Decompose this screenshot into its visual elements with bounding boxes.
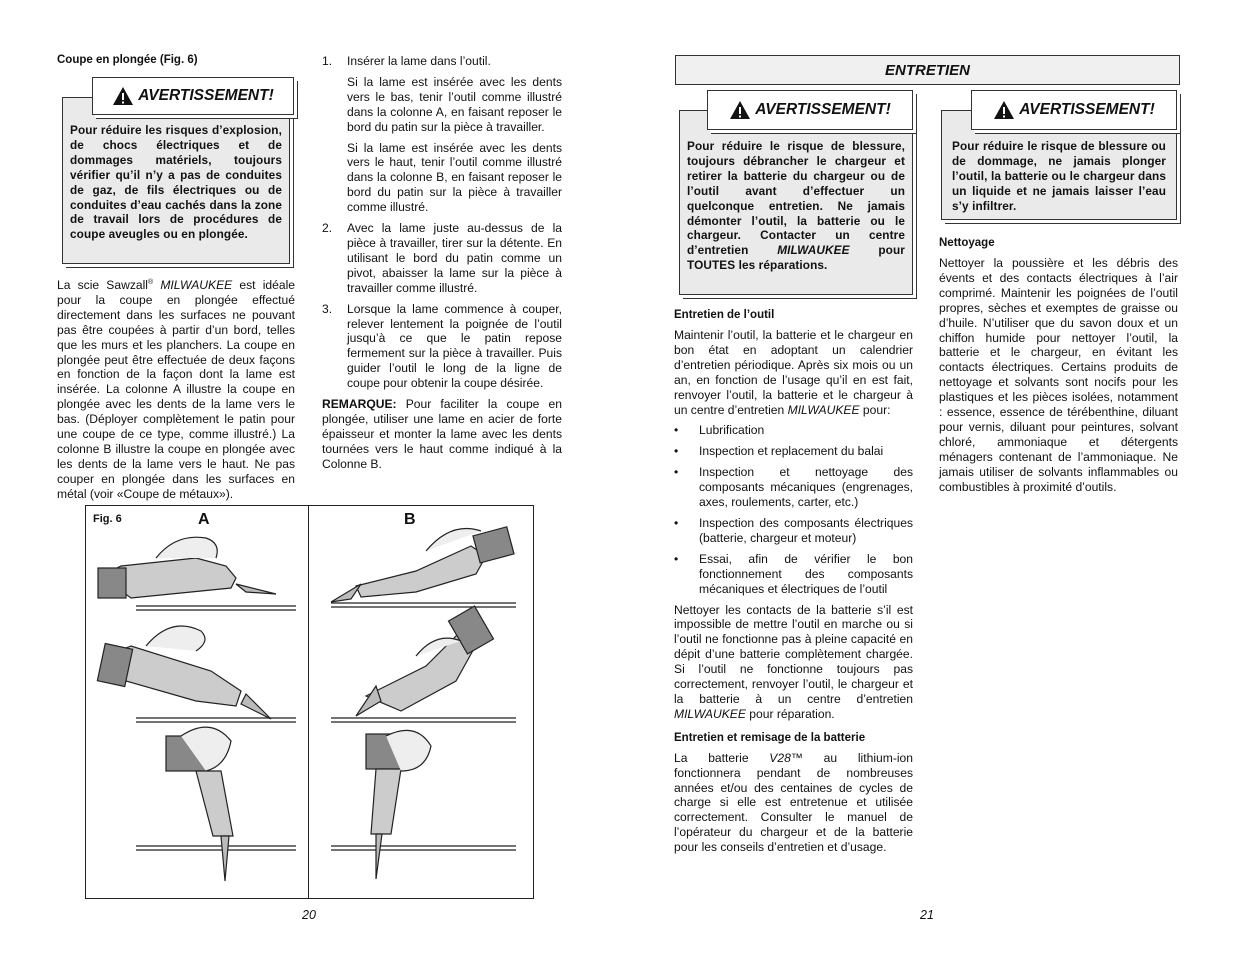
warning-triangle-icon	[993, 100, 1015, 120]
warning-liquids	[939, 90, 1179, 223]
warning-plunge	[58, 77, 294, 267]
battery-maintenance-title: Entretien et remisage de la batterie	[674, 731, 866, 744]
cleaning-title: Nettoyage	[939, 237, 995, 249]
entretien-banner: ENTRETIEN	[675, 55, 1180, 85]
step-item: 3. Lorsque la lame commence à couper, relever lentement la poignée de l’outil jusqu’à ce que le patin repose fermement sur la pièce à travailler. Puis guider l’outil le long de la ligne de coupe pour obtenir la coupe désirée.	[322, 301, 562, 391]
steps-list	[322, 54, 562, 472]
step-item: Si la lame est insérée avec les dents vers le haut, tenir l’outil comme illustré dans la colonne B, en faisant reposer le bord du patin sur la pièce à travailler comme illustré.	[347, 140, 562, 215]
plunge-cut-illustration	[86, 506, 533, 898]
warning-triangle-icon	[729, 100, 751, 120]
cleaning-column	[939, 237, 1178, 495]
warning-text: Pour réduire les risques d’explosion, de chocs électriques et de dommages matériels, toujours vérifier qu’il n’y a pas de conduites de gaz, de fils électriques ou de conduites d’eau cachés dans la zone de travail lors de procédures de coupe aveugles ou en plongée.	[70, 123, 282, 242]
remark-paragraph: REMARQUE: Pour faciliter la coupe en plongée, utiliser une lame en acier de forte épaisseur et monter la lame avec les dents tournées vers le haut comme indiqué à la Colonne B.	[322, 397, 562, 471]
warning-title: AVERTISSEMENT!	[92, 77, 294, 115]
cleaning-paragraph: Nettoyer la poussière et les débris des évents et des contacts électriques à l’air comprimé. Maintenir les poignées de l’outil propres, sèches et exemptes de graisse ou d’huile. N’utiliser que du savon doux et un chiffon humide pour nettoyer l’outil, la batterie et le chargeur, en évitant les contacts électriques. Certains produits de nettoyage et solvants sont nocifs pour les plastiques et les pièces isolées, notamment : essence, essence de térébenthine, diluant pour vernis, diluant pour peintures, solvant chloré, ammoniaque et détergents ménagers contenant de l’ammoniaque. Ne jamais utiliser de solvants inflammables ou combustibles à proximité d’outils.	[939, 256, 1178, 494]
battery-maintenance-paragraph: La batterie V28™ au lithium-ion fonctionnera pendant de nombreuses années et/ou des centaines de cycles de charge si elle est entretenue et utilisée correctement. Consulter le manuel de l’opérateur du chargeur et de la batterie pour les conseils d’entretien et d’usage.	[674, 750, 913, 855]
column-b-label: B	[404, 511, 416, 528]
warning-text: Pour réduire le risque de blessure ou de dommage, ne jamais plonger l’outil, la batterie ou le chargeur dans un liquide et ne jamais laisser l’eau s’y infiltrer.	[952, 139, 1166, 213]
maintenance-column	[674, 309, 913, 855]
tool-maintenance-title: Entretien de l’outil	[674, 309, 775, 321]
column-a-label: A	[198, 511, 210, 528]
battery-contacts-paragraph: Nettoyer les contacts de la batterie s’il est impossible de mettre l’outil en marche ou si l’outil ne fonctionne pas à pleine capacité en dépit d’une batterie complètement chargée. Si l’outil ne fonctionne toujours pas correctement, renvoyer l’outil, le chargeur et la batterie à un centre d’entretien MILWAUKEE pour réparation.	[674, 602, 913, 721]
sawzall-paragraph: La scie Sawzall® MILWAUKEE est idéale pour la coupe en plongée effectué directement dans les surfaces ne pouvant pas être coupées à partir d’un bord, telles que les murs et les planchers. La coupe en plongée peut être effectuée de deux façons en fonction de la façon dont la lame est insérée. La colonne A illustre la coupe en plongée avec les dents de la lame vers le bas. (Déployer complètement le patin pour une coupe de ce type, comme illustré.) La colonne B illustre la coupe en plongée avec les dents de la lame vers le haut. Ne pas couper en plongée dans les surfaces en métal (voir «Coupe de métaux»).	[57, 278, 295, 501]
warning-maintenance	[675, 90, 915, 298]
step-item: Si la lame est insérée avec les dents vers le bas, tenir l’outil comme illustré dans la colonne A, en faisant reposer le bord du patin sur la pièce à travailler.	[347, 74, 562, 134]
warning-text: Pour réduire le risque de blessure, toujours débrancher le chargeur et retirer la batterie du chargeur ou de l’outil avant d’effectuer un quelconque entretien. Ne jamais démonter l’outil, la batterie ou le chargeur. Contacter un centre d’entretien MILWAUKEE pour TOUTES les réparations.	[687, 139, 905, 273]
warning-triangle-icon	[112, 86, 134, 106]
warning-title: AVERTISSEMENT!	[707, 90, 913, 130]
page-number-right: 21	[920, 908, 934, 922]
bullet-item: • Inspection des composants électriques (batterie, chargeur et moteur)	[674, 515, 913, 545]
bullet-item: • Essai, afin de vérifier le bon fonctionnement des composants mécaniques et électriques de l’outil	[674, 551, 913, 596]
page-number-left: 20	[302, 908, 316, 922]
bullet-item: • Inspection et replacement du balai	[674, 444, 884, 459]
section-title-plunge-cut: Coupe en plongée (Fig. 6)	[57, 54, 198, 66]
figure-label: Fig. 6	[93, 513, 122, 525]
figure-6	[85, 505, 534, 899]
warning-title: AVERTISSEMENT!	[971, 90, 1177, 130]
bullet-item: • Inspection et nettoyage des composants mécaniques (engrenages, axes, roulements, carter, etc.)	[674, 465, 913, 510]
step-item: 2. Avec la lame juste au-dessus de la pièce à travailler, tirer sur la détente. En utilisant le bord du patin comme un pivot, abaisser la lame sur la pièce à travailler comme illustré.	[322, 221, 562, 295]
tool-maintenance-paragraph: Maintenir l’outil, la batterie et le chargeur en bon état en adoptant un calendrier d’entretien périodique. Après six mois ou un an, en fonction de l’usage qu’il en est fait, renvoyer l’outil, la batterie et le chargeur à un centre d’entretien MILWAUKEE pour:	[674, 328, 913, 417]
step-item: 1. Insérer la lame dans l’outil.	[322, 54, 491, 68]
bullet-item: • Lubrification	[674, 423, 765, 438]
